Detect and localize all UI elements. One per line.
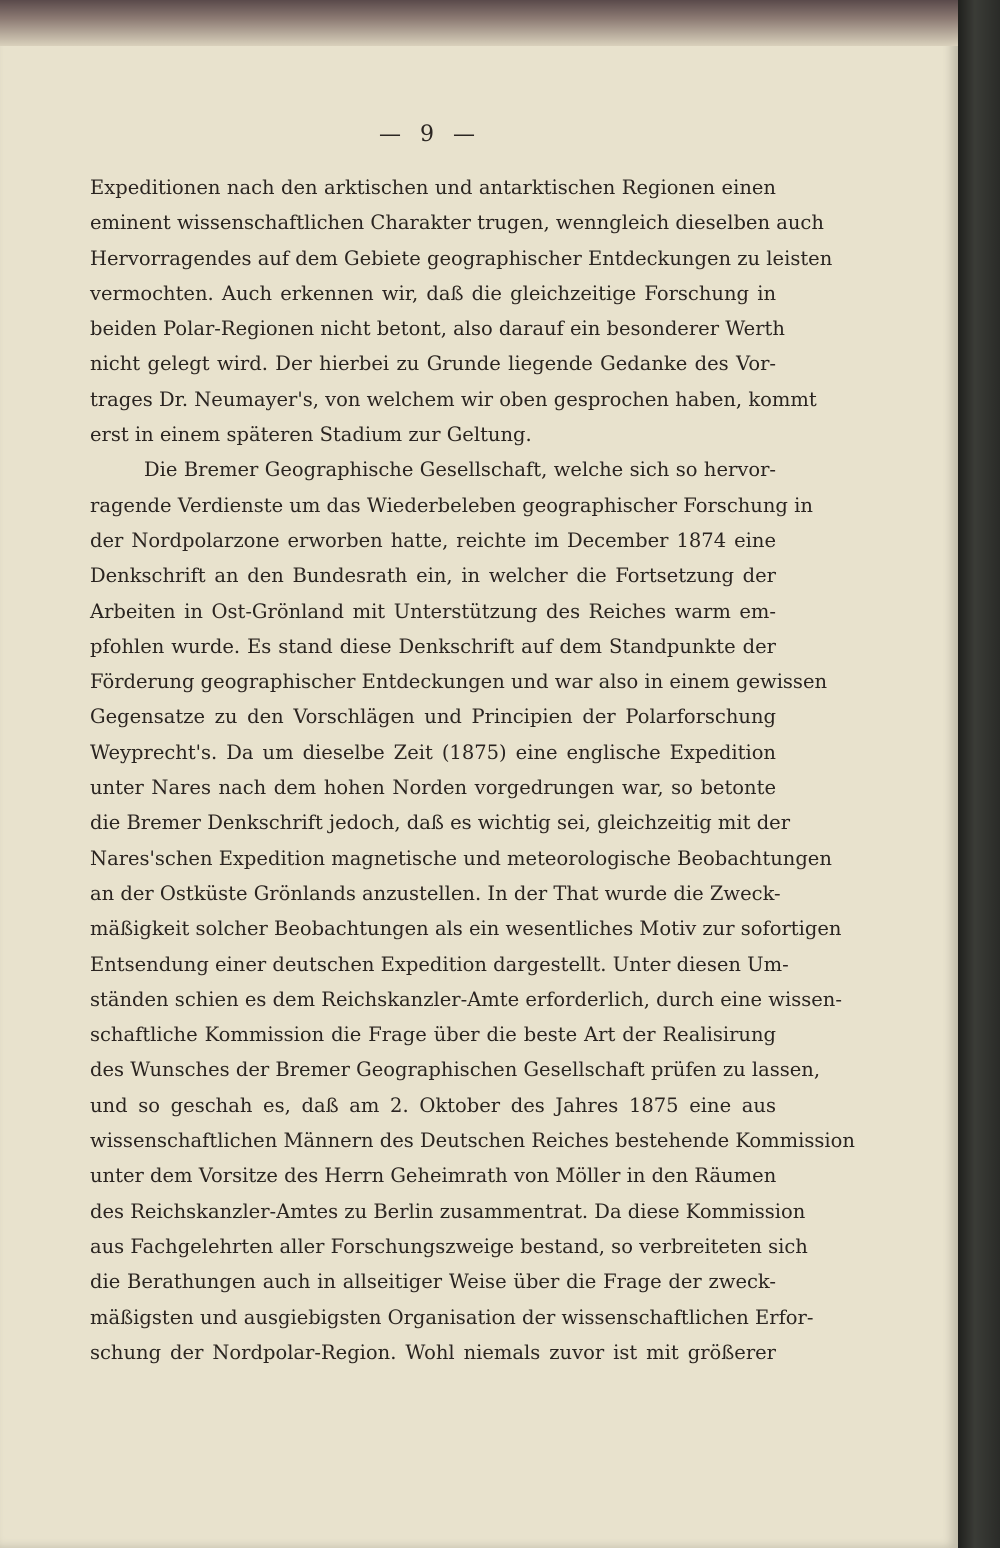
- text-line: Denkschrift an den Bundesrath ein, in welcher die Fortsetzung der: [90, 564, 776, 588]
- body-text: [90, 170, 855, 1370]
- text-line: beiden Polar-Regionen nicht betont, also darauf ein besonderer Werth: [90, 317, 785, 341]
- text-line: des Wunsches der Bremer Geographischen Gesellschaft prüfen zu lassen,: [90, 1058, 821, 1082]
- text-line: ständen schien es dem Reichskanzler-Amte erforderlich, durch eine wissen-: [90, 987, 842, 1011]
- text-line: schung der Nordpolar-Region. Wohl niemals zuvor ist mit größerer: [90, 1340, 776, 1364]
- page-top-binding: [0, 0, 958, 46]
- text-line: unter dem Vorsitze des Herrn Geheimrath von Möller in den Räumen: [90, 1164, 777, 1188]
- text-line: Die Bremer Geographische Gesellschaft, welche sich so hervor-: [144, 458, 776, 482]
- text-line: vermochten. Auch erkennen wir, daß die gleichzeitige Forschung in: [90, 281, 776, 305]
- text-line: Arbeiten in Ost-Grönland mit Unterstützung des Reiches warm em-: [90, 599, 776, 623]
- text-line: pfohlen wurde. Es stand diese Denkschrift auf dem Standpunkte der: [90, 634, 776, 658]
- text-line: wissenschaftlichen Männern des Deutschen Reiches bestehende Kommission: [90, 1129, 855, 1153]
- text-line: an der Ostküste Grönlands anzustellen. In der That wurde die Zweck-: [90, 881, 781, 905]
- text-line: mäßigsten und ausgiebigsten Organisation der wissenschaftlichen Erfor-: [90, 1305, 814, 1329]
- text-line: der Nordpolarzone erworben hatte, reichte im December 1874 eine: [90, 528, 776, 552]
- text-line: aus Fachgelehrten aller Forschungszweige bestand, so verbreiteten sich: [90, 1234, 808, 1258]
- text-line: Entsendung einer deutschen Expedition dargestellt. Unter diesen Um-: [90, 952, 789, 976]
- text-line: des Reichskanzler-Amtes zu Berlin zusammentrat. Da diese Kommission: [90, 1199, 806, 1223]
- text-line: und so geschah es, daß am 2. Oktober des Jahres 1875 eine aus: [90, 1093, 776, 1117]
- text-line: Gegensatze zu den Vorschlägen und Principien der Polarforschung: [90, 705, 776, 729]
- text-line: Hervorragendes auf dem Gebiete geographischer Entdeckungen zu leisten: [90, 246, 833, 270]
- text-line: trages Dr. Neumayer's, von welchem wir oben gesprochen haben, kommt: [90, 387, 817, 411]
- book-right-edge: [958, 0, 1000, 1548]
- page-number: — 9 —: [379, 122, 481, 147]
- text-line: die Bremer Denkschrift jedoch, daß es wichtig sei, gleichzeitig mit der: [90, 811, 791, 835]
- text-line: Expeditionen nach den arktischen und antarktischen Regionen einen: [90, 176, 776, 199]
- text-line: Weyprecht's. Da um dieselbe Zeit (1875) eine englische Expedition: [90, 740, 776, 764]
- text-line: ragende Verdienste um das Wiederbeleben geographischer Forschung in: [90, 493, 813, 517]
- text-line: Nares'schen Expedition magnetische und meteorologische Beobachtungen: [90, 846, 832, 870]
- text-line: unter Nares nach dem hohen Norden vorgedrungen war, so betonte: [90, 776, 776, 800]
- text-line: Förderung geographischer Entdeckungen und war also in einem gewissen: [90, 670, 828, 694]
- text-line: nicht gelegt wird. Der hierbei zu Grunde liegende Gedanke des Vor-: [90, 352, 776, 376]
- text-line: die Berathungen auch in allseitiger Weise über die Frage der zweck-: [90, 1270, 776, 1294]
- text-line: erst in einem späteren Stadium zur Geltung.: [90, 423, 532, 447]
- text-line: schaftliche Kommission die Frage über die beste Art der Realisirung: [90, 1023, 776, 1047]
- text-line: eminent wissenschaftlichen Charakter trugen, wenngleich dieselben auch: [90, 211, 824, 235]
- text-line: mäßigkeit solcher Beobachtungen als ein wesentliches Motiv zur sofortigen: [90, 917, 842, 941]
